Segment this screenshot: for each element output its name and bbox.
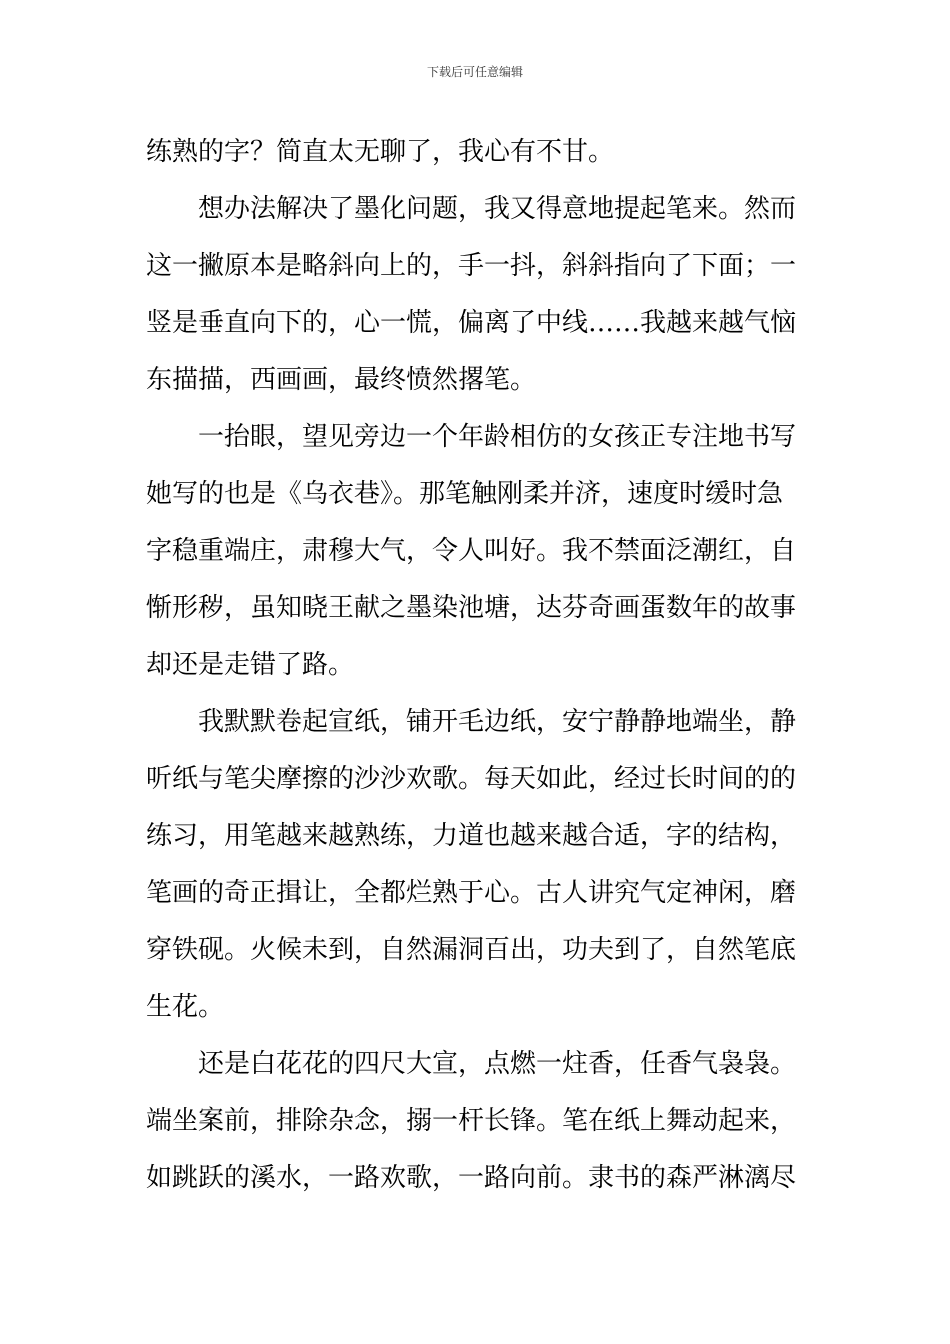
text-line: 字稳重端庄，肃穆大气，令人叫好。我不禁面泛潮红，自	[146, 536, 797, 566]
text-line: 竖是垂直向下的，心一慌，偏离了中线……我越来越气恼	[146, 308, 797, 338]
text-line: 还是白花花的四尺大宣，点燃一炷香，任香气袅袅。	[198, 1049, 797, 1079]
text-line: 我默默卷起宣纸，铺开毛边纸，安宁静静地端坐，静	[198, 707, 797, 737]
text-line: 一抬眼，望见旁边一个年龄相仿的女孩正专注地书写	[198, 422, 797, 452]
text-line: 却还是走错了路。	[146, 650, 355, 680]
text-line: 她写的也是《乌衣巷》。那笔触刚柔并济，速度时缓时急	[146, 479, 784, 509]
text-line: 练习，用笔越来越熟练，力道也越来越合适，字的结构，	[146, 821, 797, 851]
text-line: 惭形秽，虽知晓王献之墨染池塘，达芬奇画蛋数年的故事	[146, 593, 797, 623]
text-line: 听纸与笔尖摩擦的沙沙欢歌。每天如此，经过长时间的的	[146, 764, 797, 794]
text-line: 东描描，西画画，最终愤然撂笔。	[146, 365, 537, 395]
text-line: 想办法解决了墨化问题，我又得意地提起笔来。然而	[198, 194, 797, 224]
text-line: 穿铁砚。火候未到，自然漏洞百出，功夫到了，自然笔底	[146, 935, 797, 965]
text-line: 如跳跃的溪水，一路欢歌，一路向前。隶书的森严淋漓尽	[146, 1163, 797, 1193]
text-line: 端坐案前，排除杂念，搦一杆长锋。笔在纸上舞动起来，	[146, 1106, 797, 1136]
body-text	[146, 128, 806, 1211]
text-line: 这一撇原本是略斜向上的，手一抖，斜斜指向了下面；一	[146, 251, 797, 281]
text-line: 练熟的字？简直太无聊了，我心有不甘。	[146, 137, 615, 167]
page-header: 下载后可任意编辑	[426, 65, 523, 79]
text-line: 笔画的奇正揖让，全都烂熟于心。古人讲究气定神闲，磨	[146, 878, 797, 908]
text-line: 生花。	[146, 992, 225, 1022]
